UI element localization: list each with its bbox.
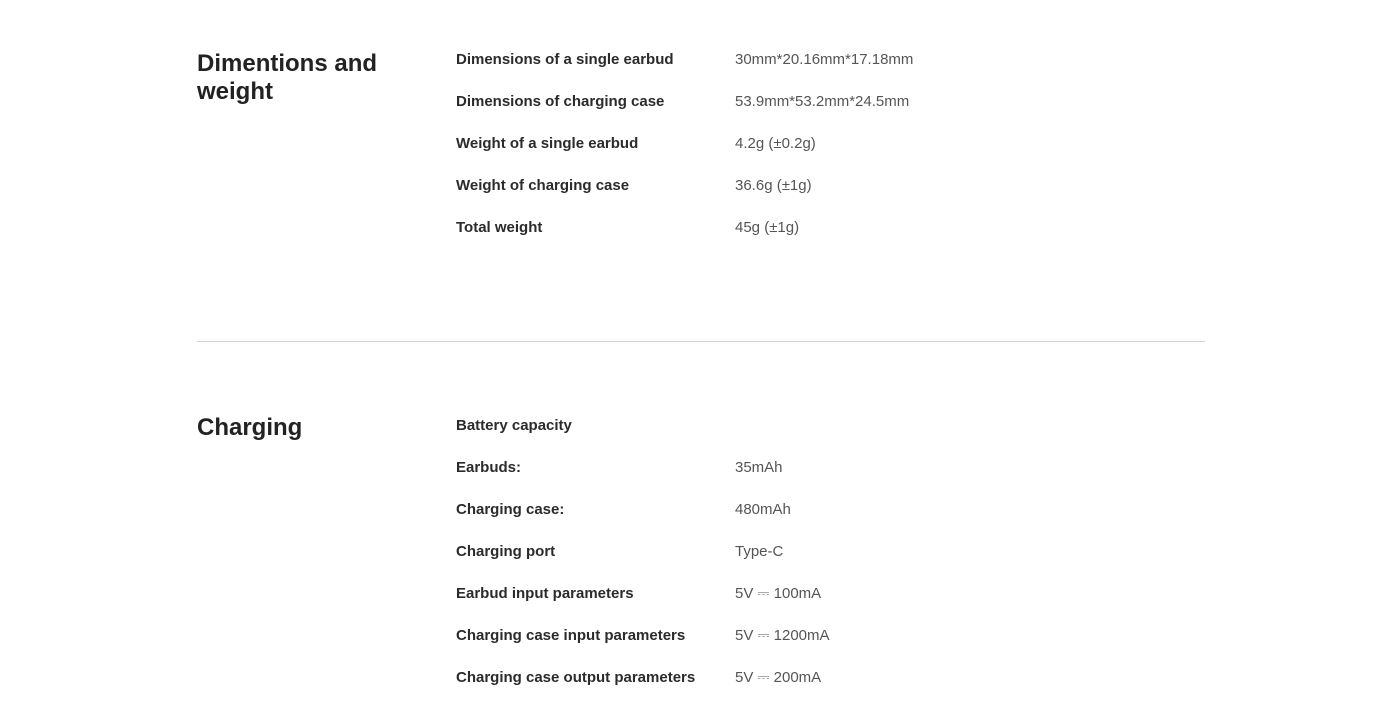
spec-value: 30mm*20.16mm*17.18mm bbox=[735, 51, 914, 68]
dimensions-section-title: Dimentions and weight bbox=[197, 50, 378, 105]
spec-row bbox=[456, 219, 1205, 261]
charging-section bbox=[197, 414, 1205, 711]
spec-value: Type-C bbox=[735, 543, 784, 560]
spec-label: Earbuds: bbox=[456, 459, 522, 476]
dimensions-weight-section bbox=[197, 0, 1205, 261]
spec-row bbox=[456, 459, 1205, 501]
spec-value: 5V ⎓ 1200mA bbox=[735, 627, 830, 644]
spec-row bbox=[456, 585, 1205, 627]
spec-row bbox=[456, 51, 1205, 93]
spec-label: Dimensions of charging case bbox=[456, 93, 665, 110]
spec-row bbox=[456, 501, 1205, 543]
spec-row bbox=[456, 627, 1205, 669]
spec-label: Battery capacity bbox=[456, 417, 572, 434]
spec-value: 36.6g (±1g) bbox=[735, 177, 812, 194]
spec-row bbox=[456, 93, 1205, 135]
spec-value: 53.9mm*53.2mm*24.5mm bbox=[735, 93, 910, 110]
spec-value: 480mAh bbox=[735, 501, 791, 518]
spec-row bbox=[456, 135, 1205, 177]
spec-value: 5V ⎓ 100mA bbox=[735, 585, 822, 602]
spec-label: Charging port bbox=[456, 543, 556, 560]
spec-label: Total weight bbox=[456, 219, 543, 236]
spec-page bbox=[197, 0, 1205, 686]
dimensions-spec-table bbox=[456, 51, 1205, 261]
spec-row bbox=[456, 669, 1205, 711]
spec-row bbox=[456, 177, 1205, 219]
spec-label: Charging case: bbox=[456, 501, 565, 518]
charging-spec-table bbox=[456, 417, 1205, 711]
spec-label: Earbud input parameters bbox=[456, 585, 634, 602]
spec-value: 4.2g (±0.2g) bbox=[735, 135, 816, 152]
charging-section-title: Charging bbox=[197, 414, 303, 441]
spec-label: Weight of charging case bbox=[456, 177, 630, 194]
spec-label: Weight of a single earbud bbox=[456, 135, 639, 152]
spec-row bbox=[456, 543, 1205, 585]
section-divider bbox=[197, 341, 1205, 342]
spec-label: Charging case input parameters bbox=[456, 627, 686, 644]
spec-label: Charging case output parameters bbox=[456, 669, 696, 686]
spec-value: 5V ⎓ 200mA bbox=[735, 669, 822, 686]
spec-row bbox=[456, 417, 1205, 459]
spec-value: 45g (±1g) bbox=[735, 219, 800, 236]
spec-value: 35mAh bbox=[735, 459, 783, 476]
spec-label: Dimensions of a single earbud bbox=[456, 51, 674, 68]
